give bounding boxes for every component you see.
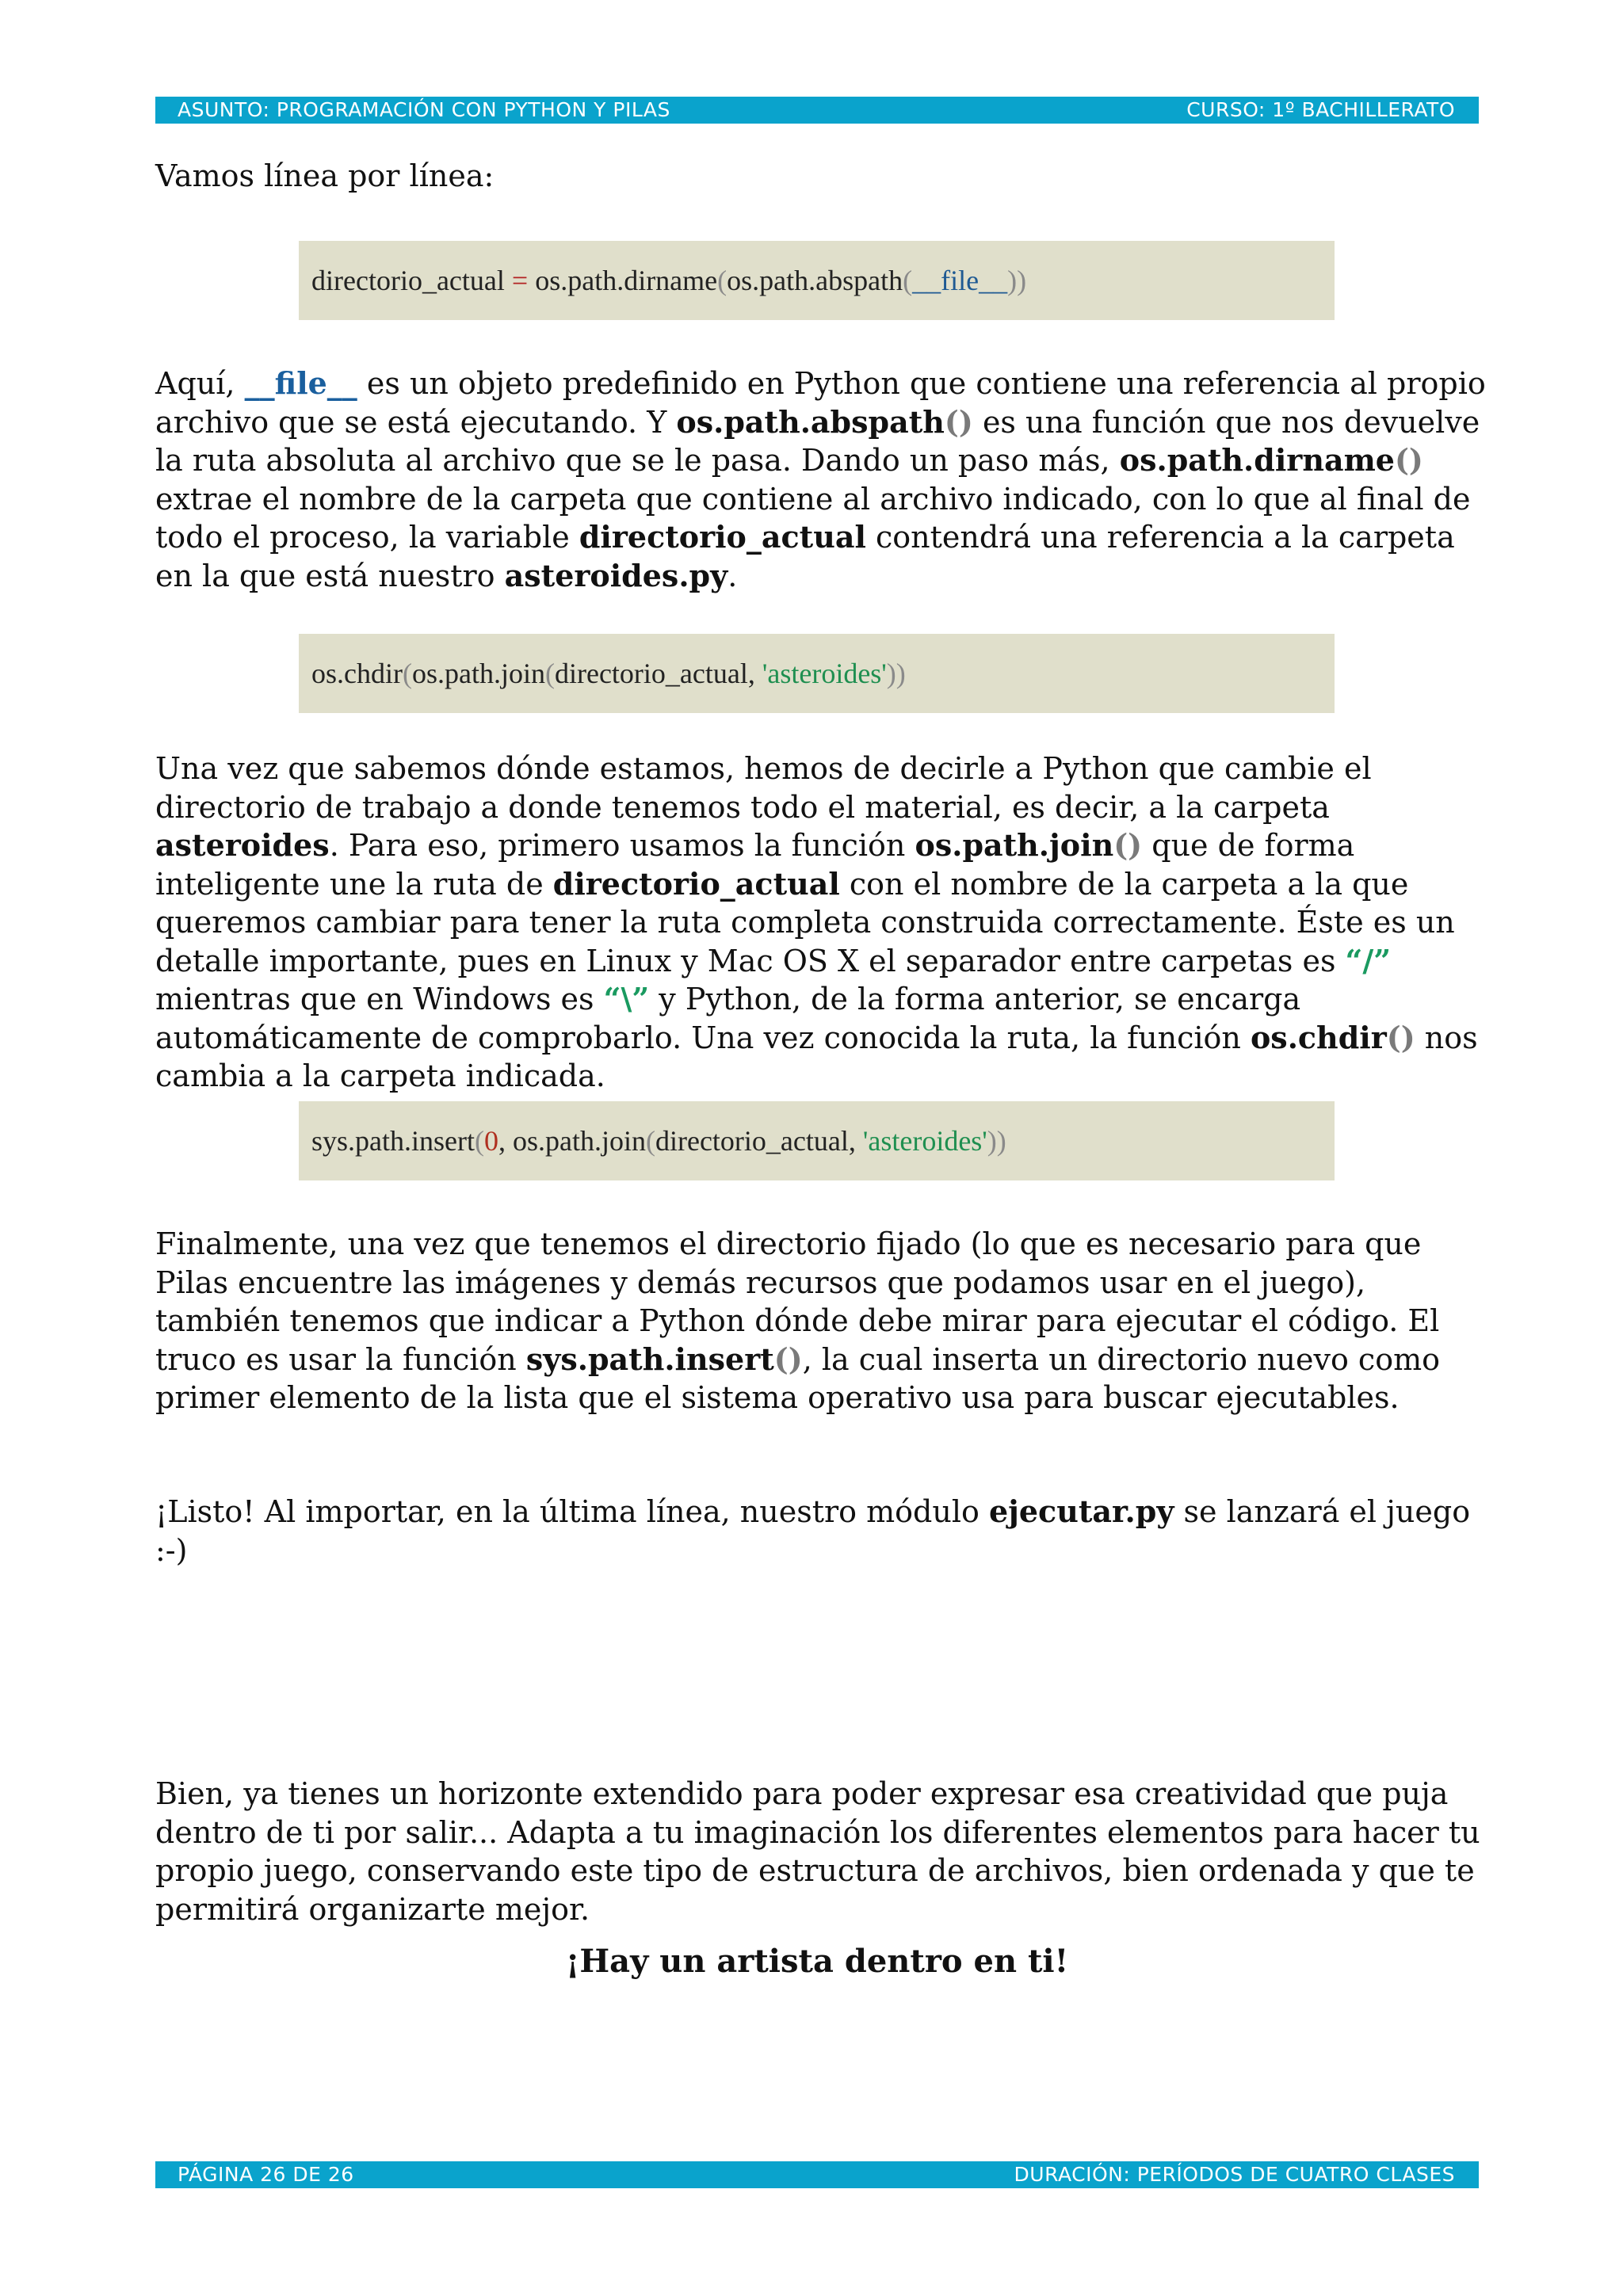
- code-token: )): [1007, 265, 1027, 296]
- text-run: ¡Listo! Al importar, en la última línea, nuestro módulo: [155, 1494, 989, 1529]
- code-token: directorio_actual: [311, 265, 505, 296]
- footer-duration: DURACIÓN: PERÍODOS DE CUATRO CLASES: [1014, 2163, 1455, 2186]
- text-run: mientras que en Windows es: [155, 982, 604, 1016]
- paragraph-conclusion: Bien, ya tienes un horizonte extendido para poder expresar esa creatividad que puja dentro de ti por salir... Adapta a tu imaginación los diferentes elementos para hacer tu propio juego, conservando este tipo de estructura de archivos, bien ordenada y que te permitirá organizarte mejor.: [155, 1776, 1480, 1927]
- code-block-1: [299, 241, 1335, 320]
- code-token: (: [402, 658, 412, 689]
- inline-code: “\”: [603, 981, 650, 1016]
- inline-code: (): [1386, 1019, 1415, 1055]
- code-token: ,: [848, 1125, 863, 1157]
- paragraph-chdir-explanation: [155, 749, 1487, 1096]
- paragraph-ready: [155, 1493, 1487, 1569]
- code-token: ,: [498, 1125, 513, 1157]
- inline-code: directorio_actual: [579, 519, 866, 555]
- code-token: sys.path.insert: [311, 1125, 475, 1157]
- page-footer: [155, 2161, 1479, 2188]
- code-token: ,: [747, 658, 762, 689]
- text-run: que de forma inteligente une la ruta de: [155, 828, 1355, 902]
- code-token: __file__: [912, 265, 1008, 296]
- code-token: )): [886, 658, 906, 689]
- code-token: directorio_actual: [554, 658, 748, 689]
- inline-code: os.path.join: [915, 827, 1114, 863]
- footer-page-number: PÁGINA 26 DE 26: [178, 2163, 354, 2186]
- code-token: os.path.join: [512, 1125, 646, 1157]
- code-token: 'asteroides': [862, 1125, 987, 1157]
- code-block-3: [299, 1101, 1335, 1180]
- code-token: os.path.join: [411, 658, 545, 689]
- text-run: contendrá una referencia a la carpeta en la que está nuestro: [155, 520, 1455, 593]
- inline-code: (): [1113, 827, 1143, 863]
- code-token: os.path.abspath: [727, 265, 903, 296]
- intro-text: Vamos línea por línea:: [155, 158, 495, 193]
- code-token: (: [474, 1125, 484, 1157]
- text-run: Una vez que sabemos dónde estamos, hemos de decirle a Python que cambie el directorio de trabajo a donde tenemos todo el material, es decir, a la carpeta: [155, 751, 1372, 825]
- inline-code: asteroides.py: [504, 557, 728, 593]
- text-run: y Python, de la forma anterior, se encarga automáticamente de comprobarlo. Una vez conocida la ruta, la función: [155, 982, 1301, 1055]
- text-run: es una función que nos devuelve la ruta absoluta al archivo que se le pasa. Dando un paso más,: [155, 404, 1480, 478]
- text-run: . Para eso, primero usamos la función: [329, 828, 915, 863]
- inline-code: (): [1394, 442, 1423, 478]
- text-run: , la cual inserta un directorio nuevo como primer elemento de la lista que el sistema operativo usa para buscar ejecutables.: [155, 1341, 1441, 1415]
- code-token: (: [645, 1125, 655, 1157]
- code-token: (: [903, 265, 913, 296]
- inline-code: (): [773, 1341, 803, 1377]
- code-token: os.path.dirname: [535, 265, 718, 296]
- text-run: extrae el nombre de la carpeta que contiene al archivo indicado, con lo que al final de todo el proceso, la variable: [155, 481, 1471, 555]
- paragraph-syspath-explanation: [155, 1225, 1487, 1417]
- inline-code: “/”: [1345, 942, 1392, 978]
- inline-code: os.path.dirname: [1119, 442, 1395, 478]
- inline-code: asteroides: [155, 827, 330, 863]
- text-run: se lanzará el juego :-): [155, 1494, 1471, 1568]
- text-run: Finalmente, una vez que tenemos el directorio fijado (lo que es necesario para que Pilas encuentre las imágenes y demás recursos que podamos usar en el juego), también tenemos que indicar a Python dónde debe mirar para ejecutar el código. El truco es usar la función: [155, 1226, 1440, 1377]
- text-run: es un objeto predefinido en Python que contiene una referencia al propio archivo que se está ejecutando. Y: [155, 366, 1486, 440]
- page-header: [155, 97, 1479, 124]
- text-run: .: [727, 558, 738, 593]
- code-token: )): [987, 1125, 1006, 1157]
- inline-code: os.path.abspath: [676, 403, 945, 440]
- code-token: 0: [483, 1125, 498, 1157]
- code-block-2: [299, 634, 1335, 713]
- code-token: (: [544, 658, 555, 689]
- inline-code: sys.path.insert: [525, 1341, 774, 1377]
- code-token: 'asteroides': [762, 658, 887, 689]
- inline-code: (): [944, 403, 973, 440]
- inline-code: ejecutar.py: [988, 1493, 1174, 1529]
- text-run: Aquí,: [155, 366, 245, 401]
- header-subject: ASUNTO: PROGRAMACIÓN CON PYTHON Y PILAS: [178, 98, 670, 121]
- inline-code: __file__: [244, 365, 357, 401]
- code-token: (: [717, 265, 727, 296]
- inline-code: os.chdir: [1250, 1019, 1387, 1055]
- code-token: directorio_actual: [655, 1125, 849, 1157]
- inline-code: directorio_actual: [552, 865, 840, 902]
- paragraph-file-explanation: [155, 364, 1487, 595]
- code-token: =: [504, 265, 536, 296]
- header-course: CURSO: 1º BACHILLERATO: [1186, 98, 1455, 121]
- text-run: nos cambia a la carpeta indicada.: [155, 1020, 1478, 1093]
- text-run: con el nombre de la carpeta a la que queremos cambiar para tener la ruta completa construida correctamente. Éste es un detalle importante, pues en Linux y Mac OS X el separador entre carpetas es: [155, 866, 1455, 978]
- code-token: os.chdir: [311, 658, 403, 689]
- closing-heading: ¡Hay un artista dentro en ti!: [565, 1943, 1069, 1980]
